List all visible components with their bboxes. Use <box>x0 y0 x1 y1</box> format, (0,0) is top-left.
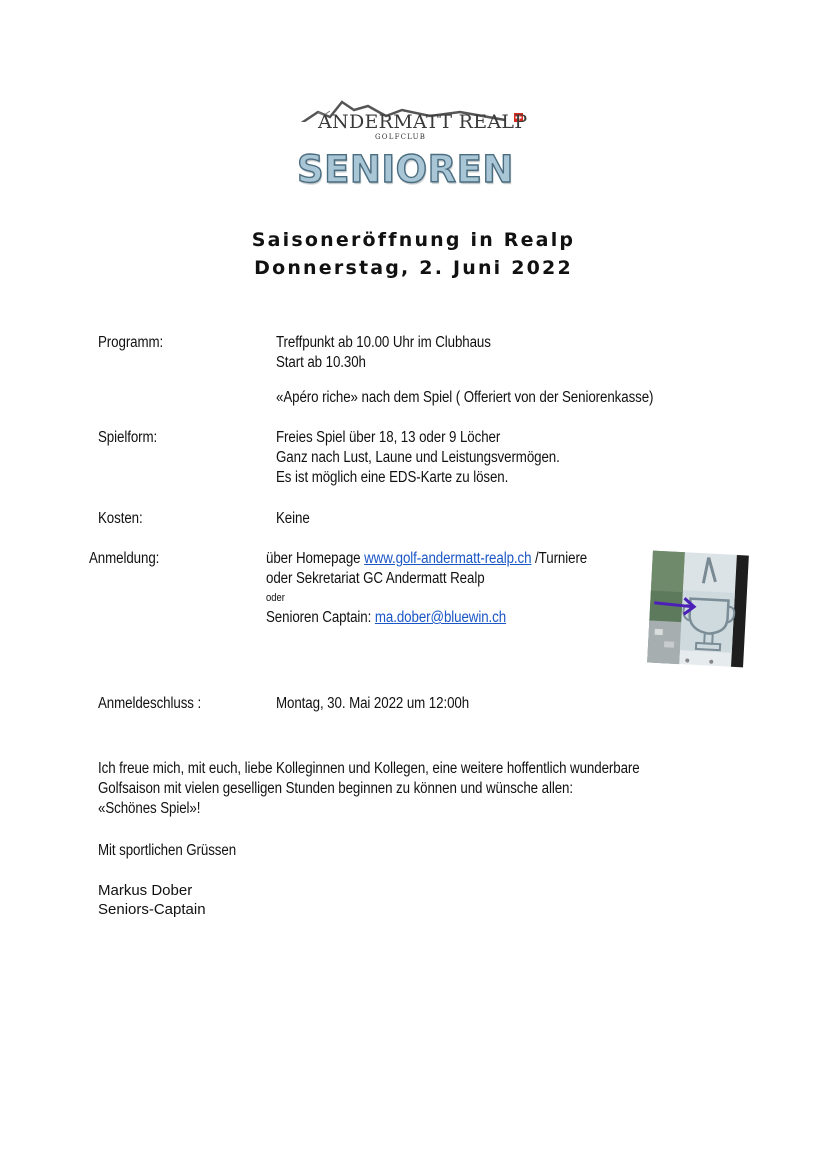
anmeldung-homepage-prefix: über Homepage <box>266 550 365 567</box>
senioren-banner: SENIOREN <box>297 148 514 191</box>
closing-line-2: Golfsaison mit vielen geselligen Stunden beginnen zu können und wünsche allen: <box>98 780 573 797</box>
programm-line-1: Treffpunkt ab 10.00 Uhr im Clubhaus <box>276 334 491 351</box>
anmeldung-line-4 <box>266 609 506 627</box>
kosten-value: Keine <box>276 510 310 527</box>
anmeldung-line-2: oder Sekretariat GC Andermatt Realp <box>266 570 485 587</box>
programm-line-3: «Apéro riche» nach dem Spiel ( Offeriert von der Seniorenkasse) <box>276 389 654 406</box>
closing-greeting: Mit sportlichen Grüssen <box>98 842 237 859</box>
spielform-line-3: Es ist möglich eine EDS-Karte zu lösen. <box>276 469 509 486</box>
signature-role: Seniors-Captain <box>98 901 206 918</box>
closing-line-1: Ich freue mich, mit euch, liebe Kolleginnen und Kollegen, eine weitere hoffentlich wunderbare <box>98 760 640 777</box>
anmeldung-homepage-suffix: /Turniere <box>531 550 588 567</box>
anmeldung-line-1 <box>266 550 587 568</box>
anmeldung-label: Anmeldung: <box>89 550 160 567</box>
kosten-label: Kosten: <box>98 510 143 527</box>
logo-name-first: ANDERMATT <box>318 111 453 133</box>
anmeldeschluss-value: Montag, 30. Mai 2022 um 12:00h <box>276 695 470 712</box>
captain-prefix: Senioren Captain: <box>266 609 375 626</box>
signature-name: Markus Dober <box>98 882 193 899</box>
logo-subtitle: GOLFCLUB <box>375 133 427 141</box>
programm-label: Programm: <box>98 334 164 351</box>
anmeldung-line-3: oder <box>266 592 285 604</box>
spielform-label: Spielform: <box>98 429 158 446</box>
spielform-line-1: Freies Spiel über 18, 13 oder 9 Löcher <box>276 429 501 446</box>
logo-club-name <box>318 111 527 133</box>
logo-name-second: REALP <box>458 111 528 133</box>
anmeldeschluss-label: Anmeldeschluss : <box>98 695 202 712</box>
event-date: Donnerstag, 2. Juni 2022 <box>254 257 573 279</box>
spielform-line-2: Ganz nach Lust, Laune und Leistungsvermögen. <box>276 449 560 466</box>
closing-line-3: «Schönes Spiel»! <box>98 800 201 817</box>
captain-email-link[interactable]: ma.dober@bluewin.ch <box>374 609 507 626</box>
programm-line-2: Start ab 10.30h <box>276 354 366 371</box>
trophy-arrow-icon <box>644 547 752 671</box>
homepage-link[interactable]: www.golf-andermatt-realp.ch <box>364 550 532 567</box>
trophy-image <box>644 547 752 671</box>
event-title: Saisoneröffnung in Realp <box>251 229 576 251</box>
